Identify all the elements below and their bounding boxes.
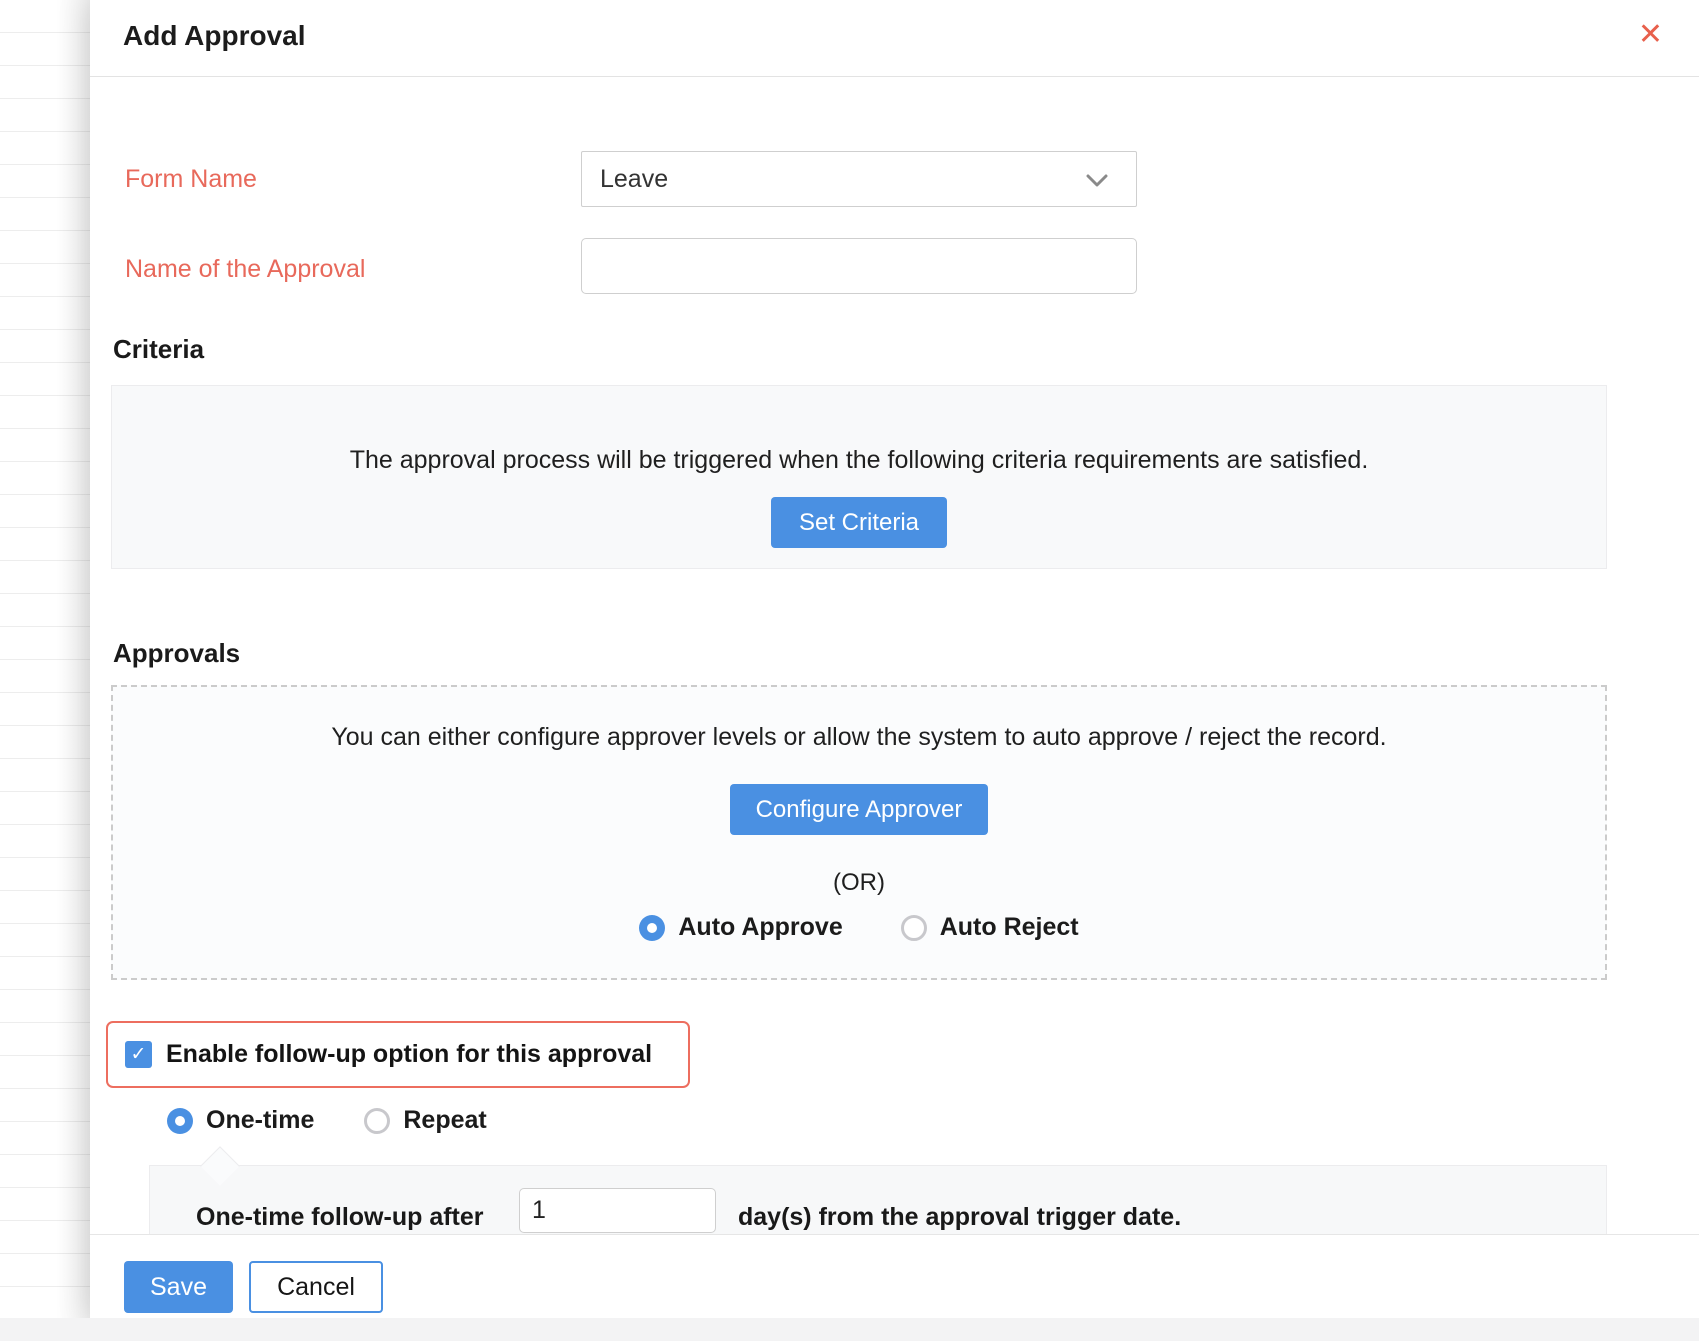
repeat-radio[interactable] — [364, 1108, 390, 1134]
one-time-label: One-time — [206, 1106, 315, 1134]
one-time-radio[interactable] — [167, 1108, 193, 1134]
auto-reject-label: Auto Reject — [939, 913, 1079, 941]
or-label: (OR) — [833, 869, 885, 896]
set-criteria-button[interactable]: Set Criteria — [771, 497, 947, 548]
cancel-button[interactable]: Cancel — [249, 1261, 383, 1313]
enable-follow-up-checkbox[interactable]: ✓ — [125, 1041, 152, 1068]
add-approval-modal — [90, 0, 1699, 1318]
criteria-description: The approval process will be triggered when the following criteria requirements are satisfied. — [349, 446, 1369, 474]
follow-up-days-input[interactable] — [519, 1188, 716, 1233]
modal-title: Add Approval — [123, 20, 306, 51]
modal-footer — [90, 1234, 1699, 1318]
approval-name-label: Name of the Approval — [125, 255, 366, 283]
criteria-box — [111, 385, 1607, 569]
form-name-selected-value: Leave — [600, 165, 669, 193]
approval-name-input[interactable] — [581, 238, 1137, 294]
configure-approver-button[interactable]: Configure Approver — [730, 784, 989, 835]
auto-approve-radio[interactable] — [639, 915, 665, 941]
form-name-label: Form Name — [125, 165, 257, 193]
one-time-suffix-text: day(s) from the approval trigger date. — [738, 1203, 1182, 1231]
repeat-label: Repeat — [403, 1106, 487, 1134]
auto-reject-radio[interactable] — [901, 915, 927, 941]
frequency-options-row — [167, 1106, 487, 1135]
page-bottom-strip — [0, 1318, 1699, 1341]
modal-header — [90, 0, 1699, 77]
save-button[interactable]: Save — [124, 1261, 233, 1313]
chevron-down-icon — [1086, 174, 1108, 193]
one-time-settings-panel — [149, 1165, 1607, 1234]
one-time-prefix-text: One-time follow-up after — [196, 1203, 484, 1231]
criteria-heading: Criteria — [113, 334, 205, 364]
panel-notch — [200, 1146, 240, 1186]
form-name-select[interactable] — [581, 151, 1137, 207]
approvals-description: You can either configure approver levels or allow the system to auto approve / reject the record. — [331, 723, 1387, 751]
approvals-heading: Approvals — [113, 638, 241, 668]
approvals-box — [111, 685, 1607, 980]
follow-up-highlight-box — [106, 1021, 690, 1088]
enable-follow-up-label: Enable follow-up option for this approval — [166, 1040, 653, 1068]
auto-options-row — [639, 913, 1078, 942]
background-table — [0, 0, 90, 1341]
close-icon[interactable]: ✕ — [1637, 18, 1663, 51]
auto-approve-label: Auto Approve — [678, 913, 843, 941]
